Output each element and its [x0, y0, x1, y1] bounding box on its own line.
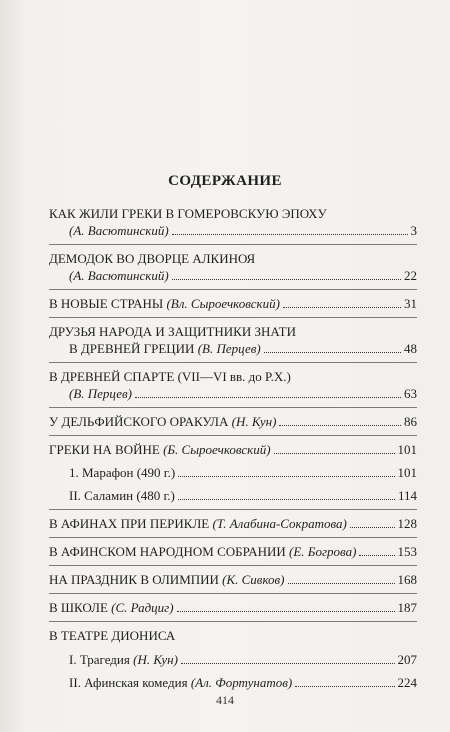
subentry-title: II. Саламин (480 г.)	[69, 488, 175, 503]
entry-title: В ТЕАТРЕ ДИОНИСА	[49, 628, 176, 643]
subentry-title: I. Трагедия	[69, 652, 130, 667]
entry-title: У ДЕЛЬФИЙСКОГО ОРАКУЛА	[49, 414, 229, 429]
toc-entry	[49, 323, 417, 357]
subentry-title: 1. Марафон (490 г.)	[69, 465, 176, 480]
entry-author: (Н. Кун)	[231, 414, 277, 429]
entry-page: 31	[404, 296, 417, 311]
entry-page: 168	[397, 572, 417, 587]
leader-dots	[181, 652, 395, 664]
leader-dots	[264, 341, 401, 353]
toc-entry	[49, 441, 417, 504]
leader-dots	[177, 600, 395, 612]
entry-author: (В. Перцев)	[197, 341, 261, 356]
entry-title-cont: В ДРЕВНЕЙ ГРЕЦИИ	[69, 341, 195, 356]
subentry-author: (Н. Кун)	[133, 652, 178, 667]
leader-dots	[274, 442, 395, 454]
leader-dots	[295, 675, 394, 687]
toc-entry	[49, 515, 417, 532]
entry-title: В НОВЫЕ СТРАНЫ	[49, 296, 164, 311]
leader-dots	[178, 465, 394, 477]
subentry-title: II. Афинская комедия	[69, 675, 188, 690]
entry-title: В АФИНАХ ПРИ ПЕРИКЛЕ	[49, 516, 210, 531]
entry-page: 3	[410, 223, 417, 238]
page-title: СОДЕРЖАНИЕ	[168, 173, 282, 189]
entry-author: (Б. Сыроечковский)	[163, 442, 271, 457]
divider	[49, 244, 417, 245]
toc-entry	[49, 599, 417, 616]
toc-entry	[49, 543, 417, 560]
leader-dots	[288, 572, 395, 584]
entry-title: ДЕМОДОК ВО ДВОРЦЕ АЛКИНОЯ	[49, 251, 256, 266]
entry-page: 187	[397, 600, 417, 615]
entry-author: (В. Перцев)	[69, 386, 132, 401]
entry-page: 153	[397, 544, 417, 559]
entry-author: (С. Радциг)	[111, 600, 174, 615]
divider	[49, 509, 417, 510]
entry-page: 101	[397, 442, 417, 457]
leader-dots	[279, 414, 401, 426]
entry-page: 63	[404, 386, 417, 401]
page-number: 414	[216, 693, 234, 707]
divider	[49, 621, 417, 622]
divider	[49, 407, 417, 408]
subentry-page: 207	[397, 652, 417, 667]
divider	[49, 435, 417, 436]
divider	[49, 289, 417, 290]
subentry-author: (Ал. Фортунатов)	[190, 675, 293, 690]
leader-dots	[172, 223, 408, 235]
toc-entry	[49, 295, 417, 312]
entry-page: 128	[397, 516, 417, 531]
toc-entry	[49, 205, 417, 239]
divider	[49, 317, 417, 318]
entry-author: (Т. Алабина-Сократова)	[212, 516, 347, 531]
entry-author: (А. Васютинский)	[69, 223, 169, 238]
entry-page: 86	[404, 414, 417, 429]
divider	[49, 362, 417, 363]
entry-title: В ДРЕВНЕЙ СПАРТЕ (VII—VI вв. до Р.Х.)	[49, 369, 291, 384]
entry-author: (Вл. Сыроечковский)	[166, 296, 280, 311]
subentry-page: 114	[397, 488, 417, 503]
leader-dots	[350, 516, 395, 528]
subentry-page: 101	[397, 465, 417, 480]
toc-entry	[49, 250, 417, 284]
entry-title: В ШКОЛЕ	[49, 600, 108, 615]
divider	[49, 565, 417, 566]
entry-title: КАК ЖИЛИ ГРЕКИ В ГОМЕРОВСКУЮ ЭПОХУ	[49, 206, 327, 221]
entry-author: (Е. Богрова)	[289, 544, 357, 559]
leader-dots	[178, 488, 395, 500]
entry-title: НА ПРАЗДНИК В ОЛИМПИИ	[49, 572, 219, 587]
entry-author: (А. Васютинский)	[69, 268, 169, 283]
entry-title: В АФИНСКОМ НАРОДНОМ СОБРАНИИ	[49, 544, 286, 559]
leader-dots	[283, 296, 401, 308]
leader-dots	[172, 268, 401, 280]
toc-entry	[49, 368, 417, 402]
leader-dots	[359, 544, 394, 556]
entry-page: 22	[404, 268, 417, 283]
table-of-contents	[49, 205, 417, 691]
leader-dots	[135, 386, 401, 398]
entry-author: (К. Сивков)	[222, 572, 285, 587]
toc-entry	[49, 413, 417, 430]
toc-entry	[49, 627, 417, 691]
entry-title: ГРЕКИ НА ВОЙНЕ	[49, 442, 160, 457]
divider	[49, 593, 417, 594]
toc-entry	[49, 571, 417, 588]
entry-page: 48	[404, 341, 417, 356]
divider	[49, 537, 417, 538]
entry-title: ДРУЗЬЯ НАРОДА И ЗАЩИТНИКИ ЗНАТИ	[49, 324, 296, 339]
subentry-page: 224	[397, 675, 417, 690]
